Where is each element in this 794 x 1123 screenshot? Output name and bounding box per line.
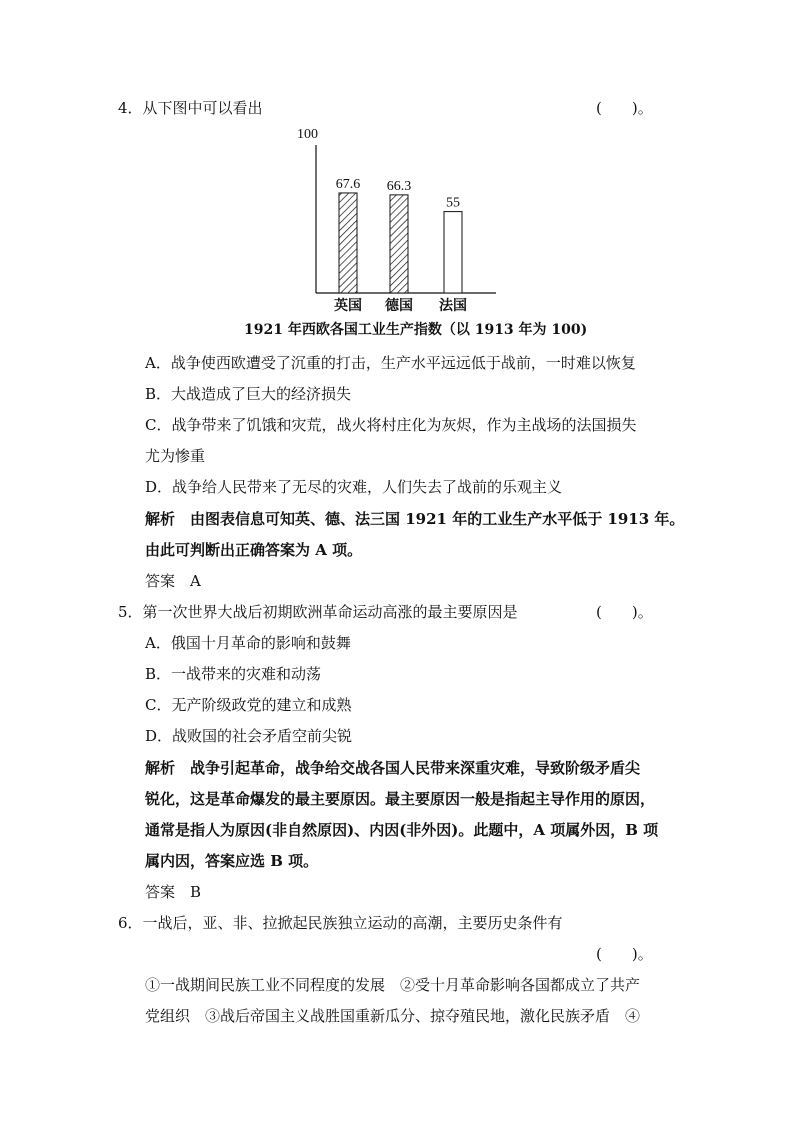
- bar-value-label-3: 55: [446, 195, 460, 211]
- chart-title: 1921 年西欧各国工业生产指数（以 1913 年为 100): [244, 322, 588, 338]
- q4-stem: 4．从下图中可以看出: [118, 99, 263, 117]
- q5-option-b: B．一战带来的灾难和动荡: [145, 665, 322, 683]
- q4-option-c-cont: 尤为惨重: [145, 447, 206, 465]
- bar-chart: [290, 124, 510, 312]
- q5-option-a: A．俄国十月革命的影响和鼓舞: [145, 634, 351, 652]
- q4-option-c: C．战争带来了饥饿和灾荒，战火将村庄化为灰烬，作为主战场的法国损失: [145, 416, 637, 434]
- q6-body-line2: 党组织 ③战后帝国主义战胜国重新瓜分、掠夺殖民地，激化民族矛盾 ④: [145, 1007, 641, 1025]
- q5-option-d: D．战败国的社会矛盾空前尖锐: [145, 727, 353, 745]
- x-tick-label-1: 英国: [334, 299, 362, 312]
- q4-option-d: D．战争给人民带来了无尽的灾难，人们失去了战前的乐观主义: [145, 478, 563, 496]
- x-tick-label-3: 法国: [439, 299, 467, 312]
- q6-body-line1: ①一战期间民族工业不同程度的发展 ②受十月革命影响各国都成立了共产: [145, 976, 641, 994]
- q4-answer: 答案 A: [145, 572, 201, 590]
- q5-analysis-line1: 解析 战争引起革命，战争给交战各国人民带来深重灾难，导致阶级矛盾尖: [145, 759, 641, 777]
- q5-analysis-line3: 通常是指人为原因(非自然原因)、内因(非外因)。此题中，A 项属外因，B 项: [145, 821, 659, 839]
- bar-3: [444, 212, 462, 293]
- bar-2: [390, 195, 408, 293]
- q5-answer-blank: ( )。: [596, 603, 653, 621]
- y-axis-top-label: 100: [297, 127, 318, 142]
- q4-option-a: A．战争使西欧遭受了沉重的打击，生产水平远远低于战前，一时难以恢复: [145, 354, 636, 372]
- q4-analysis-line1: 解析 由图表信息可知英、德、法三国 1921 年的工业生产水平低于 1913 年。: [145, 510, 685, 528]
- q6-stem: 6．一战后，亚、非、拉掀起民族独立运动的高潮，主要历史条件有: [118, 914, 563, 932]
- q4-answer-blank: ( )。: [596, 99, 653, 117]
- q5-answer: 答案 B: [145, 883, 202, 901]
- q5-analysis-line4: 属内因，答案应选 B 项。: [145, 852, 319, 870]
- q4-option-b: B．大战造成了巨大的经济损失: [145, 385, 352, 403]
- q5-analysis-line2: 锐化，这是革命爆发的最主要原因。最主要原因一般是指起主导作用的原因，: [145, 790, 656, 808]
- q5-stem: 5．第一次世界大战后初期欧洲革命运动高涨的最主要原因是: [118, 603, 518, 621]
- bar-value-label-1: 67.6: [335, 176, 361, 192]
- q4-analysis-line2: 由此可判断出正确答案为 A 项。: [145, 541, 363, 559]
- bar-1: [339, 193, 357, 293]
- bar-value-label-2: 66.3: [386, 178, 412, 194]
- x-tick-label-2: 德国: [385, 299, 413, 312]
- q5-option-c: C．无产阶级政党的建立和成熟: [145, 696, 352, 714]
- q6-answer-blank: ( )。: [596, 945, 653, 963]
